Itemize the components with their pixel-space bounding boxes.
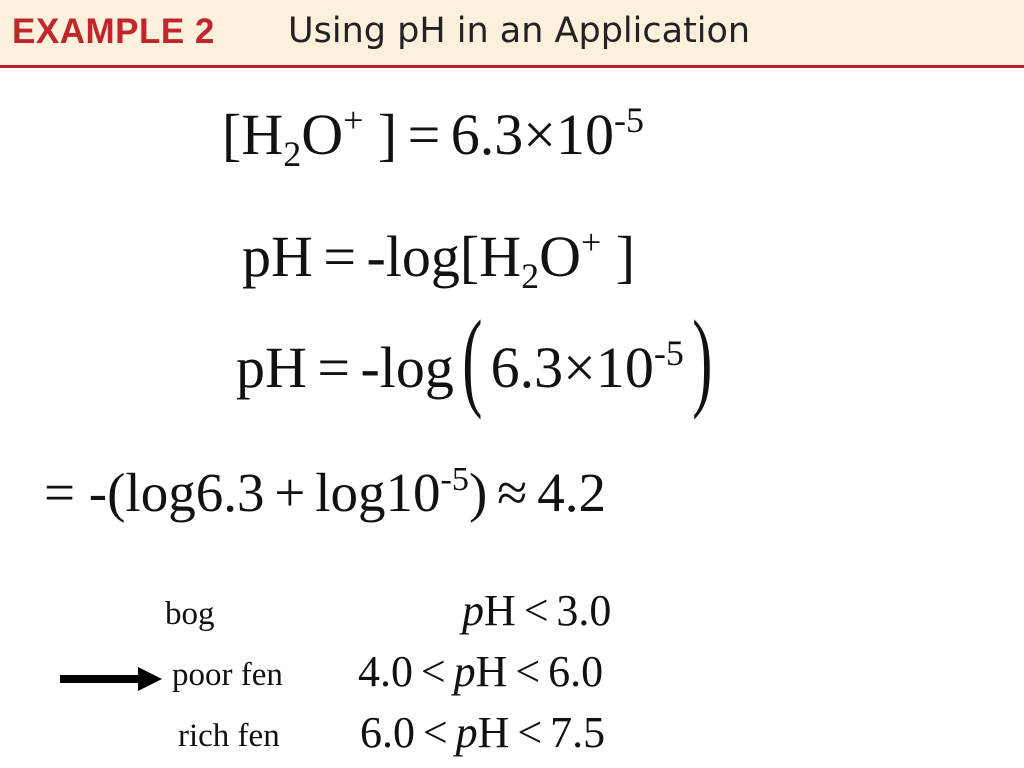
poor-fen-h: H bbox=[475, 647, 508, 696]
eq2-o: O bbox=[539, 224, 581, 289]
poor-fen-label: poor fen bbox=[172, 657, 283, 693]
ph-definition-equation bbox=[242, 222, 635, 299]
right-arrow-icon bbox=[60, 665, 162, 693]
poor-fen-ph-range bbox=[358, 647, 603, 697]
rich-fen-label: rich fen bbox=[178, 718, 280, 754]
eq1-subscript-2: 2 bbox=[283, 133, 302, 174]
example-header bbox=[0, 0, 1024, 68]
bog-upper: 3.0 bbox=[556, 586, 612, 635]
poor-fen-upper: 6.0 bbox=[548, 647, 604, 696]
eq2-subscript-2: 2 bbox=[521, 255, 540, 296]
poor-fen-less-than-1: < bbox=[420, 647, 446, 696]
rich-fen-less-than-1: < bbox=[422, 708, 448, 757]
eq1-exponent: -5 bbox=[614, 99, 644, 140]
eq1-left-bracket: [ bbox=[222, 102, 242, 167]
eq1-mantissa: 6.3 bbox=[450, 102, 524, 167]
ph-result-equation bbox=[44, 460, 606, 534]
eq3-mantissa: 6.3 bbox=[490, 335, 564, 400]
rich-fen-upper: 7.5 bbox=[550, 708, 606, 757]
eq1-plus-charge: + bbox=[343, 99, 364, 140]
eq4-plus: + bbox=[274, 462, 306, 523]
eq4-approx: ≈ bbox=[497, 462, 528, 523]
eq4-equals: = bbox=[44, 462, 76, 523]
eq4-close: ) bbox=[468, 462, 488, 523]
eq1-times: × bbox=[523, 102, 557, 167]
eq1-h: H bbox=[241, 102, 284, 167]
eq3-neglog: -log bbox=[360, 335, 454, 400]
eq1-right-bracket: ] bbox=[363, 102, 398, 167]
rich-fen-lower: 6.0 bbox=[360, 708, 415, 757]
eq3-exponent: -5 bbox=[653, 332, 684, 373]
eq1-o: O bbox=[301, 102, 344, 167]
eq2-lhs: pH bbox=[242, 224, 313, 289]
eq1-ten: 10 bbox=[556, 102, 615, 167]
eq2-plus-charge: + bbox=[581, 221, 602, 262]
example-title: Using pH in an Application bbox=[288, 11, 751, 51]
eq4-exponent: -5 bbox=[440, 460, 469, 498]
bog-less-than: < bbox=[523, 586, 549, 635]
poor-fen-less-than-2: < bbox=[515, 647, 541, 696]
rich-fen-ph-range bbox=[360, 708, 605, 758]
eq4-result: 4.2 bbox=[537, 462, 606, 523]
bog-p: p bbox=[462, 586, 484, 635]
eq3-lhs: pH bbox=[236, 335, 307, 400]
ph-substitution-equation: pH = -log( $6.3\times 10^{-5}$) bbox=[236, 297, 713, 420]
example-label: EXAMPLE 2 bbox=[12, 12, 215, 51]
eq4-open: -(log bbox=[88, 462, 196, 523]
rich-fen-less-than-2: < bbox=[517, 708, 543, 757]
bog-h: H bbox=[484, 586, 516, 635]
eq4-mantissa: 6.3 bbox=[195, 462, 265, 523]
eq3-equals: = bbox=[317, 335, 351, 400]
eq2-right-bracket: ] bbox=[601, 224, 636, 289]
hydronium-concentration-equation bbox=[222, 100, 644, 177]
eq1-equals: = bbox=[407, 102, 441, 167]
eq2-neglog: -log[H bbox=[366, 224, 522, 289]
rich-fen-p: p bbox=[455, 708, 478, 757]
eq3-times: × bbox=[563, 335, 596, 400]
eq4-log10: log10 bbox=[315, 462, 441, 523]
eq3-ten: 10 bbox=[595, 335, 654, 400]
poor-fen-p: p bbox=[453, 647, 476, 696]
eq2-equals: = bbox=[323, 224, 357, 289]
bog-label: bog bbox=[165, 596, 215, 632]
bog-ph-range bbox=[462, 586, 611, 636]
poor-fen-lower: 4.0 bbox=[358, 647, 413, 696]
rich-fen-h: H bbox=[477, 708, 510, 757]
